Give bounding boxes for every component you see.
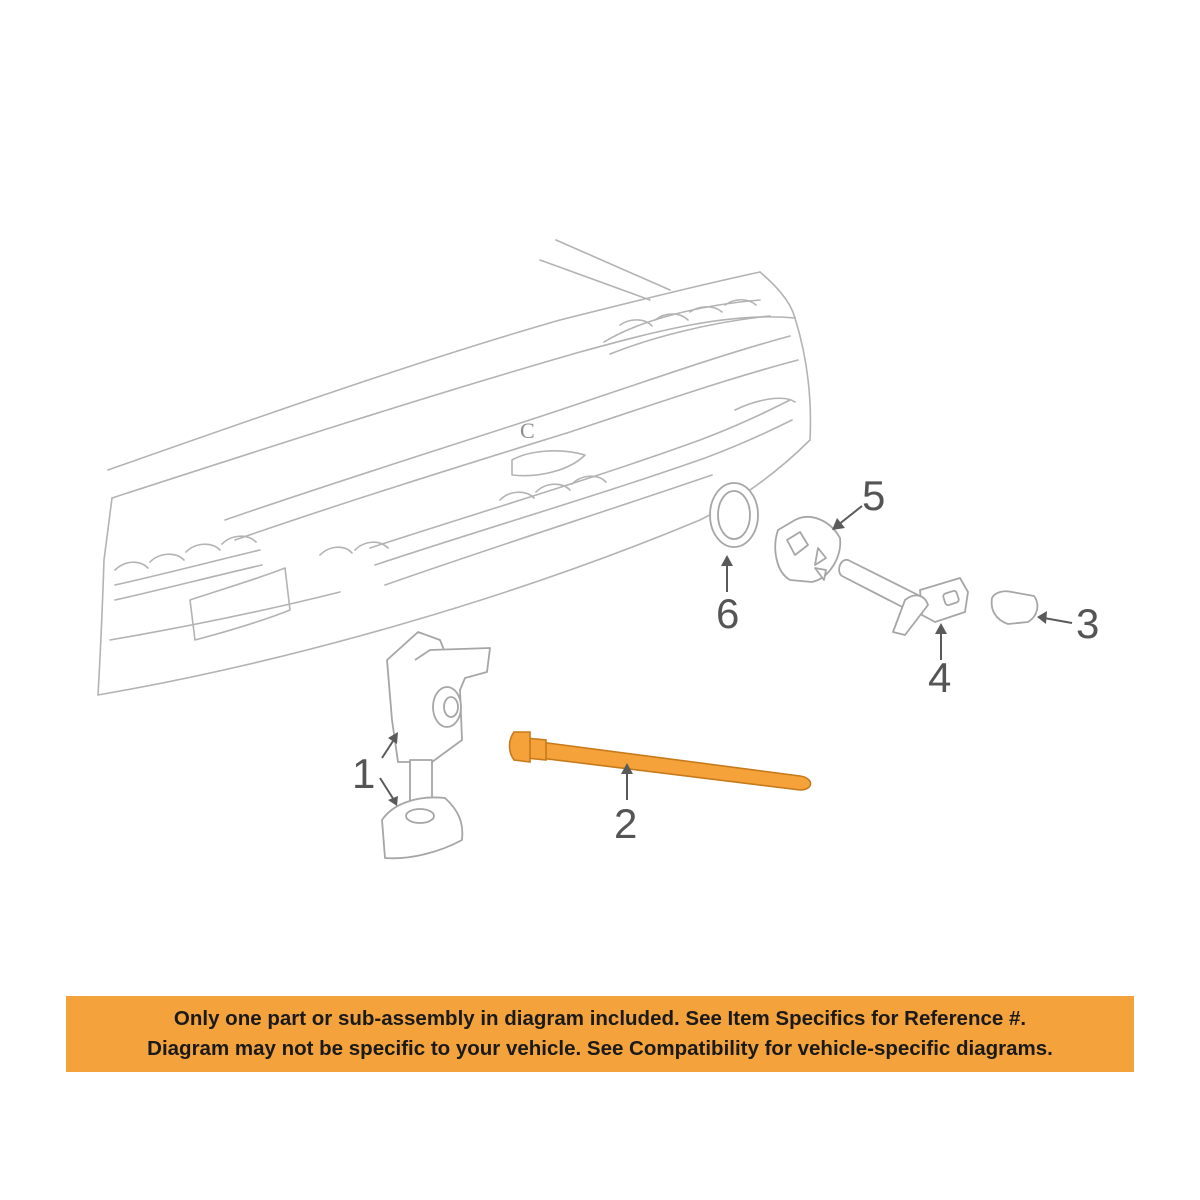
bushing-ring xyxy=(710,483,758,547)
callout-2: 2 xyxy=(614,800,638,847)
spare-tire-hoist xyxy=(382,632,490,858)
rear-bumper-outline xyxy=(98,240,810,695)
callout-1: 1 xyxy=(352,750,376,797)
lock-cylinder xyxy=(775,517,840,582)
lock-shaft-handle xyxy=(839,560,968,635)
callout-3: 3 xyxy=(1076,600,1100,647)
disclaimer-banner xyxy=(66,996,1134,1072)
callout-5: 5 xyxy=(862,472,886,519)
highlighted-extension-rod xyxy=(510,732,811,790)
callout-4: 4 xyxy=(928,654,952,701)
disclaimer-line-1: Only one part or sub-assembly in diagram included. See Item Specifics for Reference #. xyxy=(173,1007,1027,1030)
callout-6: 6 xyxy=(716,590,740,637)
bumper-mark: C xyxy=(520,418,535,443)
end-cap xyxy=(992,591,1038,624)
disclaimer-line-2: Diagram may not be specific to your vehicle. See Compatibility for vehicle-specific diagrams. xyxy=(147,1037,1053,1060)
